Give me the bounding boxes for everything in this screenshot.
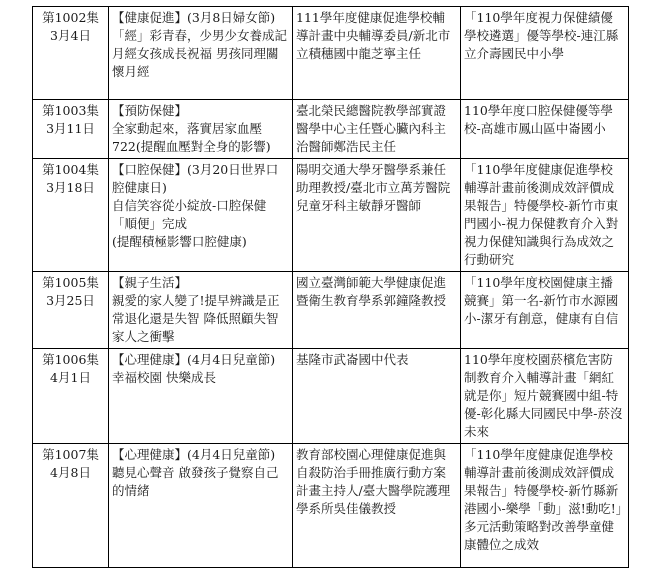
table-row — [33, 7, 629, 100]
episode-number: 第1007集 — [42, 447, 99, 462]
topic-label: 【親子生活】 — [112, 275, 188, 290]
episode-date: 3月11日 — [46, 121, 95, 136]
episode-cell — [33, 444, 109, 568]
table-row — [33, 100, 629, 159]
guest-cell: 臺北榮民總醫院教學部實證醫學中心主任暨心臟內科主治醫師鄭浩民主任 — [293, 100, 461, 159]
school-cell: 110學年度口腔保健優等學校-高雄市鳳山區中崙國小 — [461, 100, 629, 159]
episode-number: 第1003集 — [42, 103, 99, 118]
topic-cell — [109, 100, 293, 159]
episode-note: (提醒積極影響口腔健康) — [112, 234, 247, 249]
school-cell: 「110學年度健康促進學校輔導計畫前後測成效評價成果報告」特優學校-新竹市東門國小-視力保健教育介入對視力保健知識與行為成效之行動研究 — [461, 159, 629, 272]
episode-date: 4月8日 — [50, 465, 91, 480]
guest-cell: 111學年度健康促進學校輔導計畫中央輔導委員/新北市立積穗國中龍芝寧主任 — [293, 7, 461, 100]
school-cell: 「110學年度校園健康主播競賽」第一名-新竹市水源國小-潔牙有創意，健康有自信 — [461, 272, 629, 349]
school-cell: 「110學年度視力保健績優學校遴選」優等學校-連江縣立介壽國民中小學 — [461, 7, 629, 100]
table-row — [33, 349, 629, 444]
topic-cell — [109, 272, 293, 349]
topic-label: 【心理健康】(4月4日兒童節) — [112, 447, 276, 462]
topic-cell — [109, 349, 293, 444]
table-row — [33, 444, 629, 568]
table-row — [33, 159, 629, 272]
episode-number: 第1006集 — [42, 352, 99, 367]
episode-title: 「經」彩青春，少男少女養成記 月經女孩成長祝福 男孩同理關懷月經 — [112, 28, 288, 79]
episode-number: 第1002集 — [42, 10, 99, 25]
guest-cell: 教育部校園心理健康促進與自殺防治手冊推廣行動方案計畫主持人/臺大醫學院護理學系所吳佳儀教授 — [293, 444, 461, 568]
school-cell: 「110學年度健康促進學校輔導計畫前後測成效評價成果報告」特優學校-新竹縣新港國小-樂學「動」滋!動吃!」多元活動策略對改善學童健康體位之成效 — [461, 444, 629, 568]
school-cell: 110學年度校園菸檳危害防制教育介入輔導計畫「網紅就是你」短片競賽國中組-特優-彰化縣大同國民中學-菸沒未來 — [461, 349, 629, 444]
episode-title: 全家動起來，落實居家血壓722(提醒血壓對全身的影響) — [112, 121, 271, 154]
episode-cell — [33, 100, 109, 159]
table-row — [33, 272, 629, 349]
topic-label: 【口腔保健】(3月20日世界口腔健康日) — [112, 162, 279, 195]
episode-date: 4月1日 — [50, 370, 91, 385]
episode-date: 3月25日 — [46, 293, 95, 308]
schedule-table — [32, 6, 629, 568]
topic-label: 【心理健康】(4月4日兒童節) — [112, 352, 276, 367]
guest-cell: 國立臺灣師範大學健康促進暨衛生教育學系郭鐘隆教授 — [293, 272, 461, 349]
episode-cell — [33, 349, 109, 444]
topic-cell — [109, 444, 293, 568]
episode-cell — [33, 159, 109, 272]
episode-title: 聽見心聲音 啟發孩子覺察自己的情緒 — [112, 465, 279, 498]
episode-cell — [33, 272, 109, 349]
episode-title: 幸福校園 快樂成長 — [112, 370, 216, 385]
episode-title: 親愛的家人變了!提早辨識是正常退化還是失智 降低照顧失智家人之衝擊 — [112, 293, 280, 344]
topic-label: 【預防保健】 — [112, 103, 188, 118]
episode-number: 第1004集 — [42, 162, 99, 177]
episode-number: 第1005集 — [42, 275, 99, 290]
topic-cell — [109, 7, 293, 100]
episode-cell — [33, 7, 109, 100]
topic-cell — [109, 159, 293, 272]
topic-label: 【健康促進】(3月8日婦女節) — [112, 10, 276, 25]
guest-cell: 陽明交通大學牙醫學系兼任助理教授/臺北市立萬芳醫院兒童牙科主敏靜牙醫師 — [293, 159, 461, 272]
episode-date: 3月18日 — [46, 180, 95, 195]
episode-date: 3月4日 — [50, 28, 91, 43]
guest-cell: 基隆市武崙國中代表 — [293, 349, 461, 444]
episode-title: 自信笑容從小綻放-口腔保健「順便」完成 — [112, 198, 267, 231]
